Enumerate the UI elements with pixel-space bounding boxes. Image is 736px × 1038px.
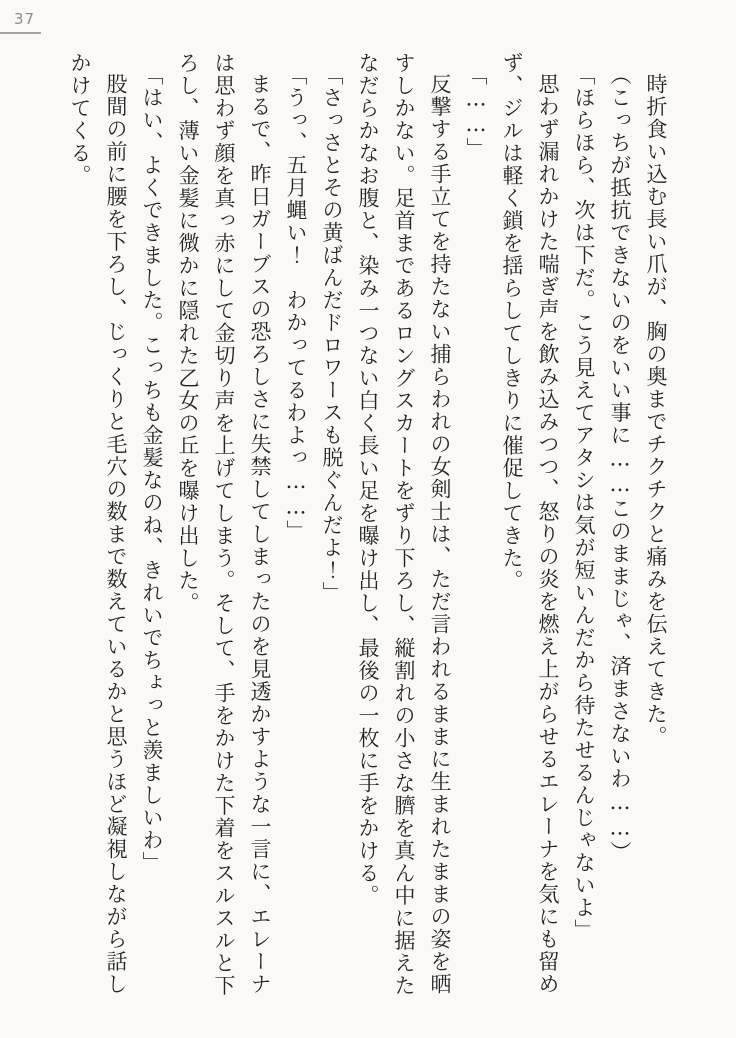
paragraph-narrative: 時折食い込む長い爪が、胸の奥までチクチクと痛みを伝えてきた。 <box>644 73 668 748</box>
text-column-area <box>62 52 674 1002</box>
paragraph-narrative: 思わず漏れかけた喘ぎ声を飲み込みつつ、怒りの炎を燃え上がらせるエレーナを気にも留めず、ジルは軽く鎖を揺らしてしきりに催促してきた。 <box>500 52 560 996</box>
paragraph-dialogue: 「はい、よくできました。こっちも金髪なのね、きれいでちょっと羨ましいわ」 <box>140 63 164 874</box>
paragraph-narrative: 反撃する手立てを持たない捕らわれの女剣士は、ただ言われるままに生まれたままの姿を晒すしかない。足首まであるロングスカートをずり下ろし、縦割れの小さな臍を真ん中に据えたなだらかなお腹と、染み一つない白く長い足を曝け出し、最後の一枚に手をかける。 <box>356 52 452 997</box>
paragraph-dialogue: 「さっさとその黄ばんだドロワースも脱ぐんだよ！」 <box>320 63 344 604</box>
paragraph-dialogue: 「うっ、五月蝿い！ わかってるわよっ……」 <box>284 63 308 543</box>
paragraph-dialogue: 「ほらほら、次は下だ。こう見えてアタシは気が短いんだから待たせるんじゃないよ」 <box>572 63 596 942</box>
page-number-rule <box>0 32 41 34</box>
paragraph-dialogue: 「……」 <box>464 63 488 160</box>
paragraph-thought: （こっちが抵抗できないのをいい事に……このままじゃ、済まさないわ……） <box>608 63 632 864</box>
paragraph-narrative: まるで、昨日ガーブスの恐ろしさに失禁してしまったのを見透かすような一言に、エレーナは思わず顔を真っ赤にして金切り声を上げてしまう。そして、手をかけた下着をスルスルと下ろし、薄い金髪に微かに隠れた乙女の丘を曝け出した。 <box>176 52 272 997</box>
paragraph-narrative: 股間の前に腰を下ろし、じっくりと毛穴の数まで数えているかと思うほど凝視しながら話しかけてくる。 <box>68 52 128 996</box>
page-number: 37 <box>14 10 36 28</box>
